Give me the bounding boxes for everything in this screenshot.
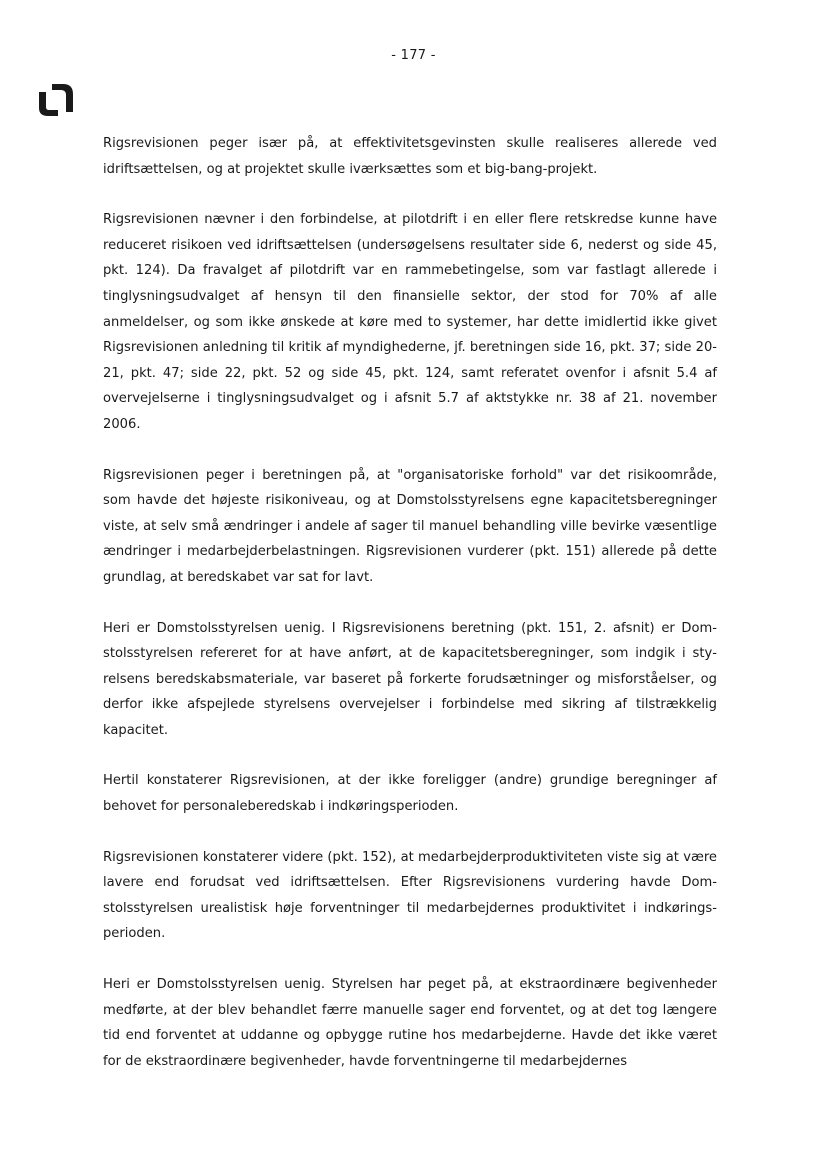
paragraph: Heri er Domstolsstyrelsen uenig. I Rigsrevisionens beretning (pkt. 151, 2. afsnit) er Domstolsstyrelsen refereret for at have anført, at de kapacitetsberegninger, som indgik i styrelsens beredskabsmateriale, var baseret på forkerte forudsætninger og misforståelser, og derfor ikke afspejlede styrelsens overvejelser i forbindelse med sikring af tilstrækkelig kapacitet.	[103, 620, 717, 738]
body-text	[103, 131, 717, 1099]
paragraph: Heri er Domstolsstyrelsen uenig. Styrelsen har peget på, at ekstraordinære begivenheder medførte, at der blev behandlet færre manuelle sager end forventet, og at det tog længere tid end forventet at uddanne og opbygge rutine hos medarbejderne. Havde det ikke været for de ekstraordinære begivenheder, havde forventningerne til medarbejdernes	[103, 977, 717, 1069]
paragraph: Rigsrevisionen peger især på, at effektivitetsgevinsten skulle realiseres allerede ved idriftsættelsen, og at projektet skulle iværksættes som et big-bang-projekt.	[103, 136, 717, 177]
page-number: - 177 -	[391, 48, 436, 63]
paragraph: Rigsrevisionen konstaterer videre (pkt. 152), at medarbejderproduktiviteten viste sig at være lavere end forudsat ved idriftsættelsen. Efter Rigsrevisionens vurdering havde Domstolsstyrelsen urealistisk høje forventninger til medarbejdernes produktivitet i indkøringsperioden.	[103, 849, 717, 942]
institution-logo-icon	[36, 80, 76, 120]
paragraph: Rigsrevisionen peger i beretningen på, at "organisatoriske forhold" var det risikoområde, som havde det højeste risikoniveau, og at Domstolsstyrelsens egne kapacitetsberegninger viste, at selv små ændringer i andele af sager til manuel behandling ville bevirke væsentlige ændringer i medarbejderbelastningen. Rigsrevisionen vurderer (pkt. 151) allerede på dette grundlag, at beredskabet var sat for lavt.	[103, 467, 717, 585]
paragraph: Rigsrevisionen nævner i den forbindelse, at pilotdrift i en eller flere retskredse kunne have reduceret risikoen ved idriftsættelsen (undersøgelsens resultater side 6, nederst og side 45, pkt. 124). Da fravalget af pilotdrift var en rammebetingelse, som var fastlagt allerede i tinglysningsudvalget af hensyn til den finansielle sektor, der stod for 70% af alle anmeldelser, og som ikke ønskede at køre med to systemer, har dette imidlertid ikke givet Rigsrevisionen anledning til kritik af myndighederne, jf. beretningen side 16, pkt. 37; side 20-21, pkt. 47; side 22, pkt. 52 og side 45, pkt. 124, samt referatet ovenfor i afsnit 5.4 af overvejelserne i tinglysningsudvalget og i afsnit 5.7 af aktstykke nr. 38 af 21. november 2006.	[103, 212, 717, 432]
paragraph: Hertil konstaterer Rigsrevisionen, at der ikke foreligger (andre) grundige beregninger af behovet for personaleberedskab i indkøringsperioden.	[103, 773, 717, 815]
